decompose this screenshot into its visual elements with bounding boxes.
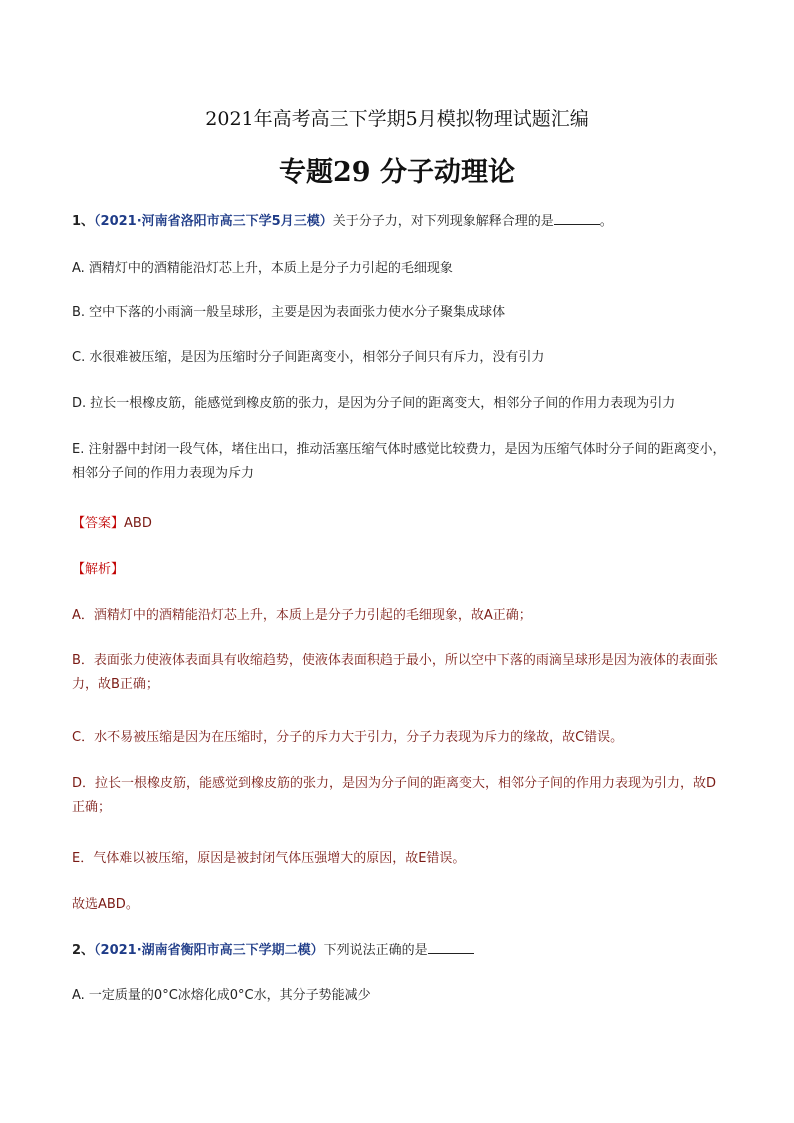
question-source: （2021·河南省洛阳市高三下学5月三模） (94, 214, 333, 229)
page-title: 专题29 分子动理论 (279, 157, 515, 188)
solution-e: E．气体难以被压缩，原因是被封闭气体压强增大的原因，故E错误。 (72, 851, 466, 866)
solution-d: D．拉长一根橡皮筋，能感觉到橡皮筋的张力，是因为分子间的距离变大，相邻分子间的作用力表现为引力，故D正确； (72, 776, 717, 815)
answer-tag: 【答案】 (72, 516, 125, 531)
option-d: D. 拉长一根橡皮筋，能感觉到橡皮筋的张力，是因为分子间的距离变大，相邻分子间的作用力表现为引力 (72, 396, 676, 411)
analysis-tag: 【解析】 (72, 562, 125, 577)
conclusion: 故选ABD。 (72, 897, 139, 912)
question-1-stem (72, 210, 728, 234)
q2-option-a: A. 一定质量的0°C冰熔化成0°C水，其分子势能减少 (72, 988, 371, 1003)
answer-line (72, 512, 728, 536)
option-e: E. 注射器中封闭一段气体，堵住出口，推动活塞压缩气体时感觉比较费力，是因为压缩气体时分子间的距离变小，相邻分子间的作用力表现为斥力 (72, 442, 726, 481)
answer-blank (428, 941, 474, 954)
question-source: （2021·湖南省衡阳市高三下学期二模） (94, 943, 324, 958)
question-text-end: 。 (599, 214, 613, 229)
question-text: 关于分子力，对下列现象解释合理的是 (332, 214, 554, 229)
question-number: 1、 (72, 214, 95, 229)
answer-value: ABD (124, 516, 152, 531)
answer-blank (554, 212, 600, 225)
option-b: B. 空中下落的小雨滴一般呈球形，主要是因为表面张力使水分子聚集成球体 (72, 305, 506, 320)
page-header: 2021年高考高三下学期5月模拟物理试题汇编 (205, 108, 589, 130)
question-text: 下列说法正确的是 (323, 943, 428, 958)
solution-b: B．表面张力使液体表面具有收缩趋势，使液体表面积趋于最小，所以空中下落的雨滴呈球形是因为液体的表面张力，故B正确； (72, 653, 718, 692)
solution-c: C．水不易被压缩是因为在压缩时，分子的斥力大于引力，分子力表现为斥力的缘故，故C错误。 (72, 730, 624, 745)
question-2-stem (72, 939, 728, 963)
solution-a: A．酒精灯中的酒精能沿灯芯上升，本质上是分子力引起的毛细现象，故A正确； (72, 608, 532, 623)
option-a: A. 酒精灯中的酒精能沿灯芯上升，本质上是分子力引起的毛细现象 (72, 261, 453, 276)
option-c: C. 水很难被压缩，是因为压缩时分子间距离变小，相邻分子间只有斥力，没有引力 (72, 350, 545, 365)
question-number: 2、 (72, 943, 95, 958)
